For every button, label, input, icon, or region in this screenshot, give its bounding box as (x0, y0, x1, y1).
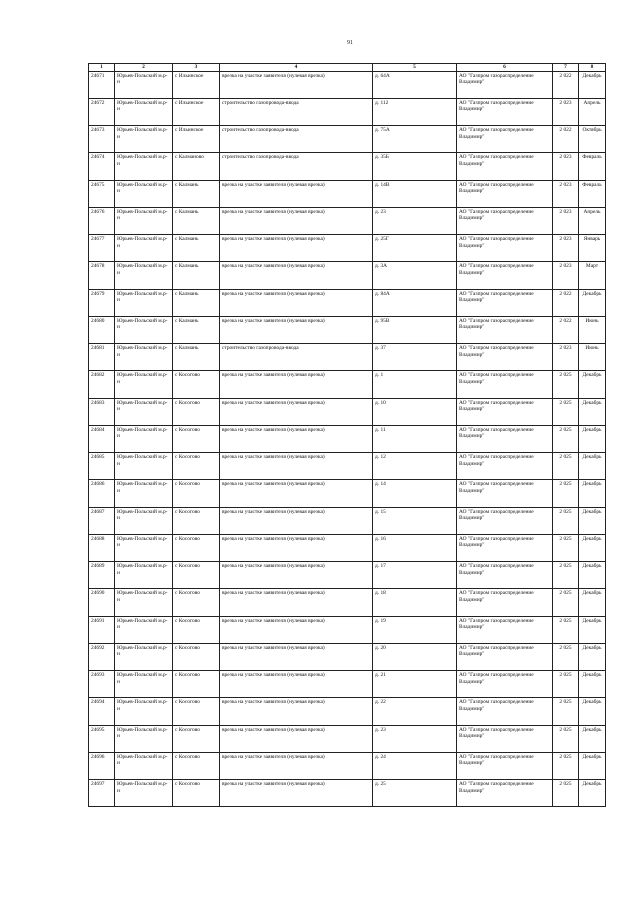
col-header: 1 (89, 64, 115, 72)
table-row (89, 425, 606, 452)
cell-district: Юрьев-Польский м.р-н (115, 289, 173, 316)
row-number: 24674 (89, 153, 115, 180)
cell-district: Юрьев-Польский м.р-н (115, 425, 173, 452)
cell-district: Юрьев-Польский м.р-н (115, 316, 173, 343)
cell-address: д. 16 (373, 534, 457, 561)
cell-year: 2 025 (553, 616, 579, 643)
cell-settlement: с Косогово (173, 507, 220, 534)
cell-address: д. 12 (373, 453, 457, 480)
cell-organization: АО "Газпром газораспределение Владимир" (457, 643, 553, 670)
cell-settlement: с Косогово (173, 398, 220, 425)
cell-month: Декабрь (579, 453, 606, 480)
cell-settlement: с Косогово (173, 616, 220, 643)
cell-settlement: с Ильинское (173, 71, 220, 98)
cell-settlement: с Косогово (173, 698, 220, 725)
row-number: 24679 (89, 289, 115, 316)
cell-work-type: врезка на участке заявителя (нулевая врезка) (220, 780, 373, 807)
row-number: 24678 (89, 262, 115, 289)
cell-district: Юрьев-Польский м.р-н (115, 126, 173, 153)
row-number: 24691 (89, 616, 115, 643)
cell-year: 2 022 (553, 316, 579, 343)
cell-month: Июнь (579, 344, 606, 371)
row-number: 24693 (89, 671, 115, 698)
cell-year: 2 025 (553, 507, 579, 534)
cell-address: д. 84А (373, 289, 457, 316)
cell-year: 2 025 (553, 480, 579, 507)
cell-district: Юрьев-Польский м.р-н (115, 534, 173, 561)
row-number: 24676 (89, 207, 115, 234)
cell-address: д. 14 (373, 480, 457, 507)
cell-settlement: с Косогово (173, 534, 220, 561)
row-number: 24682 (89, 371, 115, 398)
row-number: 24688 (89, 534, 115, 561)
cell-settlement: с Косогово (173, 589, 220, 616)
col-header: 7 (553, 64, 579, 72)
cell-address: д. 64А (373, 71, 457, 98)
table-row (89, 398, 606, 425)
cell-district: Юрьев-Польский м.р-н (115, 180, 173, 207)
cell-organization: АО "Газпром газораспределение Владимир" (457, 725, 553, 752)
cell-work-type: врезка на участке заявителя (нулевая врезка) (220, 752, 373, 779)
cell-address: д. 21 (373, 671, 457, 698)
cell-work-type: врезка на участке заявителя (нулевая врезка) (220, 235, 373, 262)
cell-month: Декабрь (579, 425, 606, 452)
table-row (89, 153, 606, 180)
cell-address: д. 112 (373, 98, 457, 125)
cell-work-type: врезка на участке заявителя (нулевая врезка) (220, 725, 373, 752)
cell-organization: АО "Газпром газораспределение Владимир" (457, 534, 553, 561)
cell-year: 2 023 (553, 344, 579, 371)
cell-year: 2 025 (553, 589, 579, 616)
cell-organization: АО "Газпром газораспределение Владимир" (457, 780, 553, 807)
cell-district: Юрьев-Польский м.р-н (115, 480, 173, 507)
cell-address: д. 19 (373, 616, 457, 643)
cell-year: 2 022 (553, 71, 579, 98)
cell-year: 2 023 (553, 98, 579, 125)
cell-organization: АО "Газпром газораспределение Владимир" (457, 207, 553, 234)
cell-work-type: строительство газопровода-ввода (220, 126, 373, 153)
cell-address: д. 35Б (373, 153, 457, 180)
cell-settlement: с Косогово (173, 453, 220, 480)
cell-district: Юрьев-Польский м.р-н (115, 453, 173, 480)
cell-year: 2 023 (553, 207, 579, 234)
cell-district: Юрьев-Польский м.р-н (115, 398, 173, 425)
table-row (89, 562, 606, 589)
cell-work-type: врезка на участке заявителя (нулевая врезка) (220, 453, 373, 480)
table-row (89, 262, 606, 289)
table-row (89, 589, 606, 616)
cell-work-type: врезка на участке заявителя (нулевая врезка) (220, 671, 373, 698)
cell-organization: АО "Газпром газораспределение Владимир" (457, 98, 553, 125)
header-row (89, 64, 606, 72)
table-row (89, 235, 606, 262)
row-number: 24689 (89, 562, 115, 589)
cell-address: д. 17 (373, 562, 457, 589)
cell-month: Декабрь (579, 480, 606, 507)
cell-address: д. 24 (373, 752, 457, 779)
cell-organization: АО "Газпром газораспределение Владимир" (457, 616, 553, 643)
cell-month: Декабрь (579, 725, 606, 752)
cell-address: д. 3А (373, 262, 457, 289)
cell-address: д. 20 (373, 643, 457, 670)
row-number: 24684 (89, 425, 115, 452)
cell-settlement: с Косогово (173, 480, 220, 507)
row-number: 24683 (89, 398, 115, 425)
cell-year: 2 023 (553, 262, 579, 289)
cell-address: д. 1 (373, 371, 457, 398)
cell-month: Декабрь (579, 671, 606, 698)
cell-organization: АО "Газпром газораспределение Владимир" (457, 126, 553, 153)
table-row (89, 507, 606, 534)
cell-settlement: с Косогово (173, 562, 220, 589)
cell-work-type: врезка на участке заявителя (нулевая врезка) (220, 643, 373, 670)
cell-year: 2 023 (553, 235, 579, 262)
table-row (89, 289, 606, 316)
cell-work-type: врезка на участке заявителя (нулевая врезка) (220, 480, 373, 507)
cell-organization: АО "Газпром газораспределение Владимир" (457, 698, 553, 725)
cell-work-type: врезка на участке заявителя (нулевая врезка) (220, 316, 373, 343)
cell-month: Декабрь (579, 698, 606, 725)
cell-month: Декабрь (579, 752, 606, 779)
cell-organization: АО "Газпром газораспределение Владимир" (457, 316, 553, 343)
cell-settlement: с Калмань (173, 262, 220, 289)
cell-work-type: врезка на участке заявителя (нулевая врезка) (220, 398, 373, 425)
cell-work-type: врезка на участке заявителя (нулевая врезка) (220, 71, 373, 98)
cell-organization: АО "Газпром газораспределение Владимир" (457, 180, 553, 207)
cell-month: Декабрь (579, 71, 606, 98)
cell-year: 2 022 (553, 289, 579, 316)
cell-organization: АО "Газпром газораспределение Владимир" (457, 398, 553, 425)
cell-year: 2 025 (553, 398, 579, 425)
cell-month: Декабрь (579, 398, 606, 425)
cell-district: Юрьев-Польский м.р-н (115, 344, 173, 371)
cell-district: Юрьев-Польский м.р-н (115, 507, 173, 534)
cell-district: Юрьев-Польский м.р-н (115, 153, 173, 180)
cell-year: 2 025 (553, 698, 579, 725)
data-table (88, 63, 606, 807)
cell-address: д. 15 (373, 507, 457, 534)
cell-month: Февраль (579, 180, 606, 207)
cell-settlement: с Калмань (173, 289, 220, 316)
col-header: 8 (579, 64, 606, 72)
table-row (89, 616, 606, 643)
cell-settlement: с Ильинское (173, 98, 220, 125)
cell-work-type: врезка на участке заявителя (нулевая врезка) (220, 207, 373, 234)
table-row (89, 752, 606, 779)
table-row (89, 126, 606, 153)
cell-organization: АО "Газпром газораспределение Владимир" (457, 453, 553, 480)
row-number: 24675 (89, 180, 115, 207)
cell-year: 2 025 (553, 371, 579, 398)
cell-district: Юрьев-Польский м.р-н (115, 562, 173, 589)
cell-district: Юрьев-Польский м.р-н (115, 207, 173, 234)
cell-district: Юрьев-Польский м.р-н (115, 752, 173, 779)
cell-year: 2 025 (553, 725, 579, 752)
cell-month: Декабрь (579, 616, 606, 643)
cell-month: Декабрь (579, 643, 606, 670)
cell-settlement: с Косогово (173, 371, 220, 398)
cell-month: Декабрь (579, 507, 606, 534)
cell-district: Юрьев-Польский м.р-н (115, 616, 173, 643)
cell-organization: АО "Газпром газораспределение Владимир" (457, 480, 553, 507)
cell-settlement: с Косогово (173, 752, 220, 779)
cell-year: 2 025 (553, 534, 579, 561)
cell-work-type: врезка на участке заявителя (нулевая врезка) (220, 589, 373, 616)
cell-settlement: с Калмань (173, 235, 220, 262)
row-number: 24677 (89, 235, 115, 262)
cell-settlement: с Калмань (173, 344, 220, 371)
cell-year: 2 023 (553, 153, 579, 180)
cell-address: д. 23 (373, 725, 457, 752)
cell-address: д. 95В (373, 316, 457, 343)
cell-month: Декабрь (579, 589, 606, 616)
table-row (89, 344, 606, 371)
row-number: 24671 (89, 71, 115, 98)
cell-address: д. 75А (373, 126, 457, 153)
cell-settlement: с Косогово (173, 780, 220, 807)
cell-year: 2 025 (553, 425, 579, 452)
cell-month: Январь (579, 235, 606, 262)
cell-district: Юрьев-Польский м.р-н (115, 98, 173, 125)
cell-month: Декабрь (579, 534, 606, 561)
cell-organization: АО "Газпром газораспределение Владимир" (457, 425, 553, 452)
cell-district: Юрьев-Польский м.р-н (115, 235, 173, 262)
cell-settlement: с Калмань (173, 316, 220, 343)
table-row (89, 98, 606, 125)
cell-month: Апрель (579, 98, 606, 125)
table-row (89, 671, 606, 698)
cell-organization: АО "Газпром газораспределение Владимир" (457, 262, 553, 289)
cell-year: 2 025 (553, 752, 579, 779)
cell-settlement: с Калманово (173, 153, 220, 180)
row-number: 24692 (89, 643, 115, 670)
cell-month: Октябрь (579, 126, 606, 153)
cell-address: д. 11 (373, 425, 457, 452)
cell-month: Декабрь (579, 562, 606, 589)
cell-year: 2 022 (553, 126, 579, 153)
table-row (89, 371, 606, 398)
cell-year: 2 025 (553, 671, 579, 698)
cell-district: Юрьев-Польский м.р-н (115, 589, 173, 616)
cell-settlement: с Косогово (173, 725, 220, 752)
cell-work-type: врезка на участке заявителя (нулевая врезка) (220, 371, 373, 398)
cell-district: Юрьев-Польский м.р-н (115, 371, 173, 398)
col-header: 5 (373, 64, 457, 72)
cell-address: д. 23 (373, 207, 457, 234)
cell-organization: АО "Газпром газораспределение Владимир" (457, 671, 553, 698)
table-row (89, 780, 606, 807)
table-row (89, 725, 606, 752)
row-number: 24685 (89, 453, 115, 480)
cell-organization: АО "Газпром газораспределение Владимир" (457, 507, 553, 534)
cell-month: Апрель (579, 207, 606, 234)
cell-settlement: с Калмань (173, 207, 220, 234)
cell-district: Юрьев-Польский м.р-н (115, 780, 173, 807)
cell-organization: АО "Газпром газораспределение Владимир" (457, 153, 553, 180)
cell-address: д. 37 (373, 344, 457, 371)
table-row (89, 207, 606, 234)
cell-district: Юрьев-Польский м.р-н (115, 262, 173, 289)
row-number: 24694 (89, 698, 115, 725)
col-header: 3 (173, 64, 220, 72)
cell-work-type: врезка на участке заявителя (нулевая врезка) (220, 698, 373, 725)
cell-work-type: врезка на участке заявителя (нулевая врезка) (220, 180, 373, 207)
cell-district: Юрьев-Польский м.р-н (115, 698, 173, 725)
row-number: 24696 (89, 752, 115, 779)
cell-year: 2 025 (553, 780, 579, 807)
page-number: 91 (347, 40, 353, 46)
cell-year: 2 023 (553, 180, 579, 207)
col-header: 6 (457, 64, 553, 72)
cell-organization: АО "Газпром газораспределение Владимир" (457, 289, 553, 316)
cell-organization: АО "Газпром газораспределение Владимир" (457, 371, 553, 398)
col-header: 4 (220, 64, 373, 72)
row-number: 24672 (89, 98, 115, 125)
cell-district: Юрьев-Польский м.р-н (115, 71, 173, 98)
cell-settlement: с Косогово (173, 425, 220, 452)
cell-address: д. 14В (373, 180, 457, 207)
cell-month: Декабрь (579, 289, 606, 316)
cell-settlement: с Калмань (173, 180, 220, 207)
cell-month: Декабрь (579, 371, 606, 398)
table-row (89, 316, 606, 343)
row-number: 24697 (89, 780, 115, 807)
cell-settlement: с Косогово (173, 671, 220, 698)
cell-work-type: строительство газопровода-ввода (220, 98, 373, 125)
table-row (89, 180, 606, 207)
cell-work-type: врезка на участке заявителя (нулевая врезка) (220, 289, 373, 316)
cell-address: д. 25Г (373, 235, 457, 262)
table-row (89, 480, 606, 507)
cell-organization: АО "Газпром газораспределение Владимир" (457, 235, 553, 262)
cell-address: д. 22 (373, 698, 457, 725)
row-number: 24690 (89, 589, 115, 616)
table-row (89, 698, 606, 725)
cell-month: Февраль (579, 153, 606, 180)
cell-work-type: врезка на участке заявителя (нулевая врезка) (220, 616, 373, 643)
cell-work-type: врезка на участке заявителя (нулевая врезка) (220, 507, 373, 534)
table-row (89, 71, 606, 98)
cell-work-type: врезка на участке заявителя (нулевая врезка) (220, 425, 373, 452)
cell-address: д. 18 (373, 589, 457, 616)
col-header: 2 (115, 64, 173, 72)
cell-organization: АО "Газпром газораспределение Владимир" (457, 589, 553, 616)
row-number: 24673 (89, 126, 115, 153)
cell-year: 2 025 (553, 453, 579, 480)
row-number: 24695 (89, 725, 115, 752)
cell-work-type: строительство газопровода-ввода (220, 153, 373, 180)
table-body (89, 71, 606, 807)
cell-settlement: с Косогово (173, 643, 220, 670)
cell-organization: АО "Газпром газораспределение Владимир" (457, 752, 553, 779)
table-row (89, 643, 606, 670)
cell-year: 2 025 (553, 562, 579, 589)
cell-district: Юрьев-Польский м.р-н (115, 671, 173, 698)
cell-address: д. 25 (373, 780, 457, 807)
table-row (89, 534, 606, 561)
row-number: 24687 (89, 507, 115, 534)
cell-address: д. 10 (373, 398, 457, 425)
cell-organization: АО "Газпром газораспределение Владимир" (457, 71, 553, 98)
cell-month: Декабрь (579, 780, 606, 807)
cell-district: Юрьев-Польский м.р-н (115, 643, 173, 670)
row-number: 24686 (89, 480, 115, 507)
cell-work-type: врезка на участке заявителя (нулевая врезка) (220, 562, 373, 589)
cell-district: Юрьев-Польский м.р-н (115, 725, 173, 752)
cell-work-type: строительство газопровода-ввода (220, 344, 373, 371)
cell-organization: АО "Газпром газораспределение Владимир" (457, 344, 553, 371)
cell-year: 2 025 (553, 643, 579, 670)
row-number: 24680 (89, 316, 115, 343)
cell-month: Июнь (579, 316, 606, 343)
cell-work-type: врезка на участке заявителя (нулевая врезка) (220, 262, 373, 289)
row-number: 24681 (89, 344, 115, 371)
table-row (89, 453, 606, 480)
cell-settlement: с Ильинское (173, 126, 220, 153)
cell-month: Март (579, 262, 606, 289)
cell-organization: АО "Газпром газораспределение Владимир" (457, 562, 553, 589)
cell-work-type: врезка на участке заявителя (нулевая врезка) (220, 534, 373, 561)
